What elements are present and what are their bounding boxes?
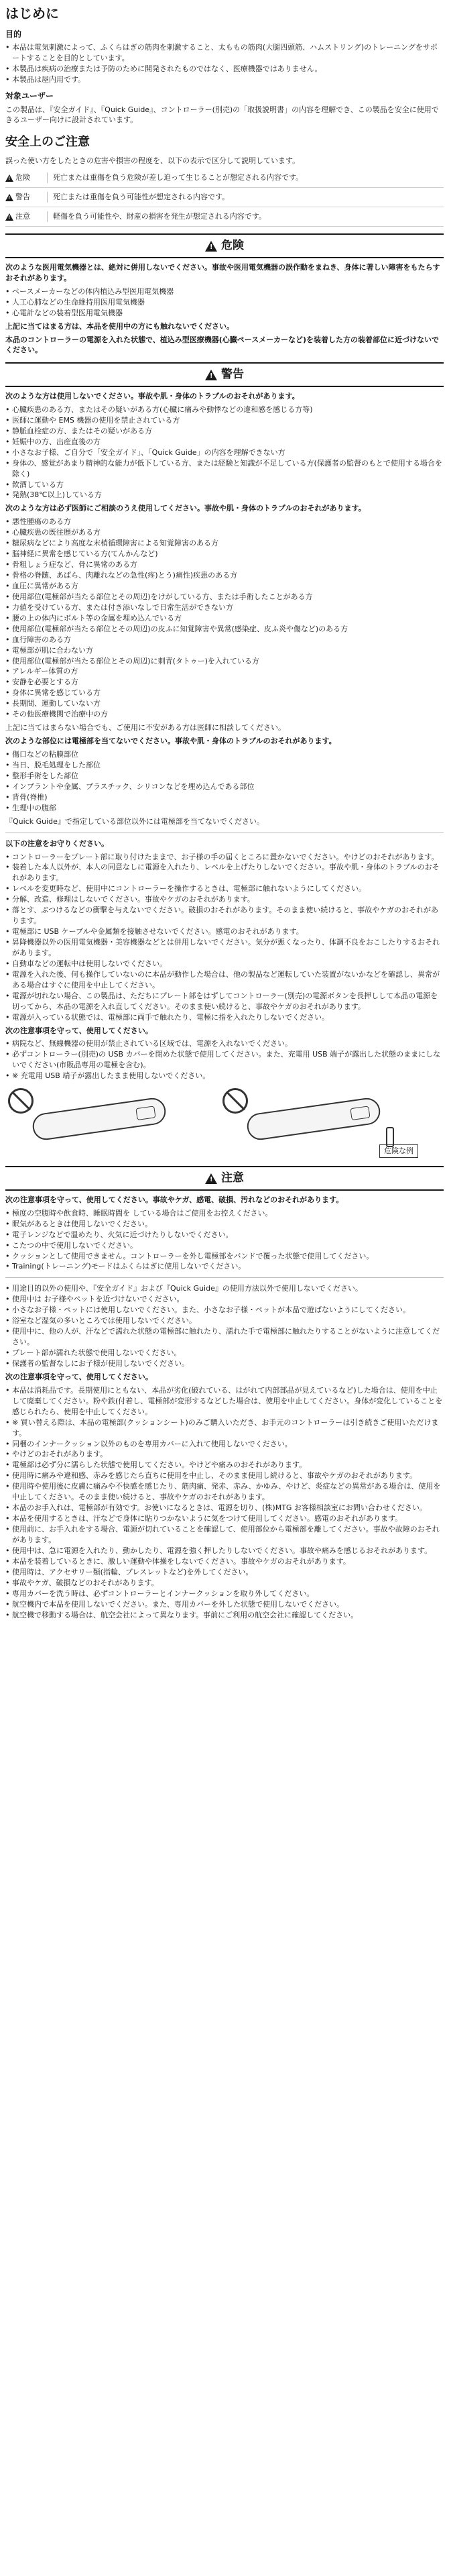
usb-cover-figure xyxy=(5,1085,206,1159)
list-item: • 使用時は、アクセサリー類(指輪、ブレスレットなど)を外してください。 xyxy=(5,1567,444,1578)
list-item: • 本製品は屋内用です。 xyxy=(5,74,444,85)
list-item: • 腰の上の体内にボルト等の金属を埋め込んでいる方 xyxy=(5,613,444,624)
list-item: • 電子レンジなどで温めたり、火気に近づけたりしないでください。 xyxy=(5,1230,444,1240)
legend-row-caution xyxy=(5,207,444,227)
list-item: • 小さなお子様、ご自分で「安全ガイド」、「Quick Guide」の内容を理解できない方 xyxy=(5,447,444,458)
list-item: • 安静を必要とする方 xyxy=(5,677,444,688)
list-item: • 自動車などの運転中は使用しないでください。 xyxy=(5,959,444,969)
list-item: • 分解、改造、修理はしないでください。事故やケガのおそれがあります。 xyxy=(5,894,444,905)
warning-triangle-icon xyxy=(205,1173,217,1184)
warning-lead1: 次のような方は使用しないでください。事故や肌・身体のトラブルのおそれがあります。 xyxy=(5,392,300,401)
list-item: • 骨粗しょう症など、骨に異常のある方 xyxy=(5,559,444,570)
warning-list3 xyxy=(5,749,444,814)
legend-label: 警告 xyxy=(15,193,30,202)
list-item: • コントローラーをプレート部に取り付けたままで、お子様の手の届くところに置かないでください。やけどのおそれがあります。 xyxy=(5,852,444,863)
prohibited-icon xyxy=(222,1088,248,1114)
list-item: • 専用カバーを洗う時は、必ずコントローラーとインナークッションを取り外してください。 xyxy=(5,1589,444,1599)
warning-banner-label: 警告 xyxy=(221,368,244,382)
safety-intro: 誤った使い方をしたときの危害や損害の程度を、以下の表示で区分して説明しています。 xyxy=(5,156,300,165)
legend-label: 危険 xyxy=(15,173,30,182)
list-item: • 電源が切れない場合、この製品は、ただちにプレート部をはずしてコントローラー(別売)の電源ボタンを長押しして本品の電源を切ってから、本品の電源を入れ直してください。そのまま使い続けると、事故やケガのおそれがあります。 xyxy=(5,991,444,1012)
list-item: • 使用部位(電極部が当たる部位とその周辺)をけがしている方、または手術したことがある方 xyxy=(5,592,444,602)
legend-table xyxy=(5,168,444,227)
controller-illustration xyxy=(245,1096,382,1141)
list-item: • 電極部が肌に合わない方 xyxy=(5,645,444,656)
list-item: • 本品を使用するときは、汗などで身体に貼りつかないように気をつけて使用してください。感電のおそれがあります。 xyxy=(5,1513,444,1524)
warning-triangle-icon xyxy=(205,370,217,380)
danger-p1: 上記に当てはまる方は、本品を使用中の方にも触れないでください。 xyxy=(5,321,234,331)
list-item: • 発熱(38℃以上)している方 xyxy=(5,490,444,500)
warning-list2 xyxy=(5,517,444,720)
list-item: • 身体の、感覚があまり精神的な能力が低下している方、または経験と知識が不足している方(保護者の監督のもとで使用する場合を除く) xyxy=(5,458,444,480)
warning-lead2: 次のような方は必ず医師にご相談のうえ使用してください。事故や肌・身体のトラブルのおそれがあります。 xyxy=(5,504,366,513)
list-item: • 電極部に USB ケーブルや金属類を接触させないでください。感電のおそれがあります。 xyxy=(5,926,444,937)
caution-banner-label: 注意 xyxy=(221,1171,244,1185)
list-item: • 本品のお手入れは、電極部が有効です。お使いになるときは、電源を切り、(株)MTG お客様相談室にお問い合わせください。 xyxy=(5,1503,444,1513)
list-item: • 極度の空腹時や飲食時、睡眠時間を している場合はご使用をお控えください。 xyxy=(5,1208,444,1219)
list-item: • 血圧に異常がある方 xyxy=(5,581,444,592)
warning-triangle-icon xyxy=(5,174,13,182)
list-item: • 血行障害のある方 xyxy=(5,635,444,645)
list-item: • 使用中に、他の人が、汗などで濡れた状態の電極部に触れたり、濡れた手で電極部に触れたりすることがないように注意してください。 xyxy=(5,1326,444,1348)
list-item: • 使用部位(電極部が当たる部位とその周辺)に刺青(タトゥー)を入れている方 xyxy=(5,656,444,667)
list-item: • クッションとして使用できません。コントローラーを外し電極部をバンドで覆った状態で使用してください。 xyxy=(5,1251,444,1262)
list-item: • その他医療機関で治療中の方 xyxy=(5,709,444,720)
list-item: • ペースメーカーなどの体内植込み型医用電気機器 xyxy=(5,286,444,297)
list-item: • 装着した本人以外が、本人の同意なしに電源を入れたり、レベルを上げたりしないでください。事故や肌・身体のトラブルのおそれがあります。 xyxy=(5,862,444,883)
legend-row-danger xyxy=(5,168,444,188)
list-item: • ※ 買い替える際は、本品の電極部(クッションシート)のみご購入いただき、お手元のコントローラーは引き続きご使用いただけます。 xyxy=(5,1417,444,1439)
warning-lead5: 次の注意事項を守って、使用してください。 xyxy=(5,1026,153,1035)
list-item: • ※ 充電用 USB 端子が露出したまま使用しないでください。 xyxy=(5,1071,444,1081)
warning-after2: 上記に当てはまらない場合でも、ご使用に不安がある方は医師に相談してください。 xyxy=(5,723,285,733)
list-item: • 当日、脱毛処理をした部位 xyxy=(5,760,444,771)
list-item: • 昇降機器以外の医用電気機器・美容機器などとは併用しないでください。気分が悪くなったり、体調不良をおこしたりするおそれがあります。 xyxy=(5,937,444,959)
list-item: • 小さなお子様・ペットには使用しないでください。また、小さなお子様・ペットが本品で遊ばないようにしてください。 xyxy=(5,1305,444,1316)
list-item: • 保護者の監督なしにお子様が使用しないでください。 xyxy=(5,1358,444,1369)
list-item: • 航空機で移動する場合は、航空会社によって異なります。事前にご利用の航空会社に確認してください。 xyxy=(5,1610,444,1621)
list-item: • 心電計などの装着型医用電気機器 xyxy=(5,308,444,319)
list-item: • 脳神経に異常を感じている方(てんかんなど) xyxy=(5,549,444,559)
list-item: • やけどのおそれがあります。 xyxy=(5,1449,444,1460)
danger-lead: 次のような医用電気機器とは、絶対に併用しないでください。事故や医用電気機器の誤作動をまねき、身体に著しい障害をもたらすおそれがあります。 xyxy=(5,262,440,282)
list-item: • こたつの中で使用しないでください。 xyxy=(5,1240,444,1251)
list-item: • 本品は電気刺激によって、ふくらはぎの筋肉を刺激すること、太ももの筋肉(大腿四頭筋、ハムストリング)のトレーニングをサポートすることを目的としています。 xyxy=(5,42,444,64)
caution-list1 xyxy=(5,1208,444,1273)
list-item: • 悪性腫瘍のある方 xyxy=(5,517,444,527)
list-item: • インプラントや金属、プラスチック、シリコンなどを埋め込んである部位 xyxy=(5,782,444,792)
list-item: • 航空機内で本品を使用しないでください。また、専用カバーを外した状態で使用しないでください。 xyxy=(5,1599,444,1610)
warning-lead4: 以下の注意をお守りください。 xyxy=(5,839,109,848)
usb-figure-row xyxy=(5,1085,444,1159)
list-item: • 整形手術をした部位 xyxy=(5,771,444,782)
list-item: • 身体に異常を感じている方 xyxy=(5,688,444,698)
list-item: • 電源を入れた後、何も操作していないのに本品が動作した場合は、他の製品など運転していた装置がないかなどを確認し、異常がある場合はすぐに使用を中止してください。 xyxy=(5,969,444,991)
list-item: • 使用中は、急に電源を入れたり、動かしたり、電源を強く押したりしないでください。事故や痛みを感じるおそれがあります。 xyxy=(5,1546,444,1556)
list-item: • 妊娠中の方、出産直後の方 xyxy=(5,437,444,447)
list-item: • 本品は消耗品です。長期使用にともない、本品が劣化(破れている、はがれて内部部品が見えているなど)した場合は、使用を中止して廃棄してください。粉や鉄(付着し、電極部が変形するなどした場合は、使用を中止してください。身体が変化していることを感じられたら、使用を中止してください。 xyxy=(5,1385,444,1417)
list-item: • 静脈血栓症の方、またはその疑いがある方 xyxy=(5,426,444,437)
caution-list3 xyxy=(5,1385,444,1621)
purpose-heading: 目的 xyxy=(5,30,22,39)
caution-banner xyxy=(5,1166,444,1191)
warning-list4 xyxy=(5,852,444,1023)
list-item: • 長期間、運動していない方 xyxy=(5,698,444,709)
users-text: この製品は、『安全ガイド』、『Quick Guide』、コントローラー(別売)の「取扱説明書」の内容を理解でき、この製品を安全に使用できるユーザー向けに設計されています。 xyxy=(5,105,439,125)
list-item: • Training(トレーニング)モードはふくらはぎに使用しないでください。 xyxy=(5,1261,444,1272)
warning-triangle-icon xyxy=(205,241,217,252)
list-item: • 本品を装着しているときに、激しい運動や体操をしないでください。事故やケガのおそれがあります。 xyxy=(5,1556,444,1567)
danger-banner-label: 危険 xyxy=(221,239,244,253)
list-item: • 用途目的以外の使用や、『安全ガイド』および『Quick Guide』の使用方法以外で使用しないでください。 xyxy=(5,1283,444,1294)
list-item: • プレート部が濡れた状態で使用しないでください。 xyxy=(5,1348,444,1358)
legend-desc: 軽傷を負う可能性や、財産の損害を発生が想定される内容です。 xyxy=(47,211,444,222)
prohibited-icon xyxy=(8,1088,34,1114)
purpose-list xyxy=(5,42,444,85)
list-item: • 使用時に痛みや違和感、赤みを感じたら直ちに使用を中止し、そのまま使用し続けると、事故やケガのおそれがあります。 xyxy=(5,1470,444,1481)
list-item: • 病院など、無線機器の使用が禁止されている区域では、電源を入れないでください。 xyxy=(5,1038,444,1049)
figure-caption: 危険な例 xyxy=(379,1144,418,1158)
legend-desc: 死亡または重傷を負う危険が差し迫って生じることが想定される内容です。 xyxy=(47,172,444,183)
warning-triangle-icon xyxy=(5,213,13,221)
list-item: • 人工心肺などの生命維持用医用電気機器 xyxy=(5,297,444,308)
list-item: • 同梱のインナークッション以外のものを専用カバーに入れて使用しないでください。 xyxy=(5,1439,444,1450)
list-item: • 心臓疾患のある方、またはその疑いがある方(心臓に痛みや動悸などの違和感を感じる方等) xyxy=(5,405,444,415)
list-item: • 使用中は お子様やペットを近づけないでください。 xyxy=(5,1294,444,1305)
warning-list1 xyxy=(5,405,444,500)
list-item: • 生理中の腹部 xyxy=(5,803,444,814)
caution-lead1: 次の注意事項を守って、使用してください。事故やケガ、感電、破損、汚れなどのおそれがあります。 xyxy=(5,1195,344,1204)
list-item: • 浴室など湿気の多いところでは使用しないでください。 xyxy=(5,1316,444,1326)
caution-list2 xyxy=(5,1283,444,1369)
danger-list xyxy=(5,286,444,319)
warning-lead3: 次のような部位には電極部を当てないでください。事故や肌・身体のトラブルのおそれがあります。 xyxy=(5,737,336,746)
list-item: • 眠気があるときは使用しないでください。 xyxy=(5,1219,444,1230)
controller-illustration xyxy=(31,1096,168,1141)
warning-banner xyxy=(5,362,444,387)
legend-desc: 死亡または重傷を負う可能性が想定される内容です。 xyxy=(47,192,444,203)
legend-row-warning xyxy=(5,188,444,207)
danger-banner xyxy=(5,233,444,258)
list-item: • 背骨(脊椎) xyxy=(5,792,444,803)
warning-after3: 『Quick Guide』で指定している部位以外には電極部を当てないでください。 xyxy=(5,816,264,826)
safety-title: 安全上のご注意 xyxy=(5,135,90,150)
caution-lead3: 次の注意事項を守って、使用してください。 xyxy=(5,1372,153,1381)
usb-exposed-figure xyxy=(220,1085,421,1159)
list-item: • 本製品は疾病の治療または予防のために開発されたものではなく、医療機器ではありません。 xyxy=(5,64,444,74)
list-item: • アレルギー体質の方 xyxy=(5,666,444,677)
intro-title: はじめに xyxy=(5,5,59,21)
list-item: • 糖尿病などにより高度な末梢循環障害による知覚障害のある方 xyxy=(5,538,444,549)
divider xyxy=(5,1277,444,1278)
list-item: • 使用部位(電極部が当たる部位とその周辺)の皮ふに知覚障害や異常(感染症、皮ふ炎や傷など)のある方 xyxy=(5,624,444,635)
users-heading: 対象ユーザー xyxy=(5,91,54,101)
legend-label: 注意 xyxy=(15,212,30,221)
list-item: • 使用時や使用後に皮膚に痛みや不快感を感じたり、筋肉痛、発赤、赤み、かゆみ、やけど、炎症などの異常がある場合は、使用を中止してください。そのまま使い続けると、事故やケガのおそれがあります。 xyxy=(5,1481,444,1503)
warning-triangle-icon xyxy=(5,194,13,201)
warning-list5 xyxy=(5,1038,444,1081)
list-item: • 電極部は必ず分に濡らした状態で使用してください。やけどや痛みのおそれがあります。 xyxy=(5,1460,444,1470)
list-item: • レベルを変更時など、使用中にコントローラーを操作するときは、電極部に触れないようにしてください。 xyxy=(5,883,444,894)
list-item: • 心臓疾患の既往歴がある方 xyxy=(5,527,444,538)
list-item: • 骨格の脊髄、あばら、肉離れなどの急性(疼)とう)痛性)疾患のある方 xyxy=(5,570,444,581)
list-item: • 医師に運動や EMS 機器の使用を禁止されている方 xyxy=(5,415,444,426)
list-item: • 傷口などの粘膜部位 xyxy=(5,749,444,760)
list-item: • 落とす、ぶつけるなどの衝撃を与えないでください。破損のおそれがあります。そのまま使い続けると、事故やケガのおそれがあります。 xyxy=(5,905,444,926)
list-item: • 飲酒している方 xyxy=(5,480,444,490)
list-item: • 力値を受けている方、または付き添いなしで日常生活ができない方 xyxy=(5,602,444,613)
danger-p2: 本品のコントローラーの電源を入れた状態で、植込み型医療機器(心臓ペースメーカーなど)を装着した方の装着部位に近づけないでください。 xyxy=(5,335,440,355)
list-item: • 使用前に、お手入れをする場合、電源が切れていることを確認して、使用部位から電極部を離してください。事故や故障のおそれがあります。 xyxy=(5,1524,444,1546)
list-item: • 電源が入っている状態では、電極部に両手で触れたり、電極に指を入れたりしないでください。 xyxy=(5,1012,444,1023)
list-item: • 事故やケガ、破損などのおそれがあります。 xyxy=(5,1578,444,1589)
list-item: • 必ずコントローラー(別売)の USB カバーを閉めた状態で使用してください。また、充電用 USB 端子が露出した状態のままにしないでください(市販品専用の電極を含む)。 xyxy=(5,1049,444,1071)
